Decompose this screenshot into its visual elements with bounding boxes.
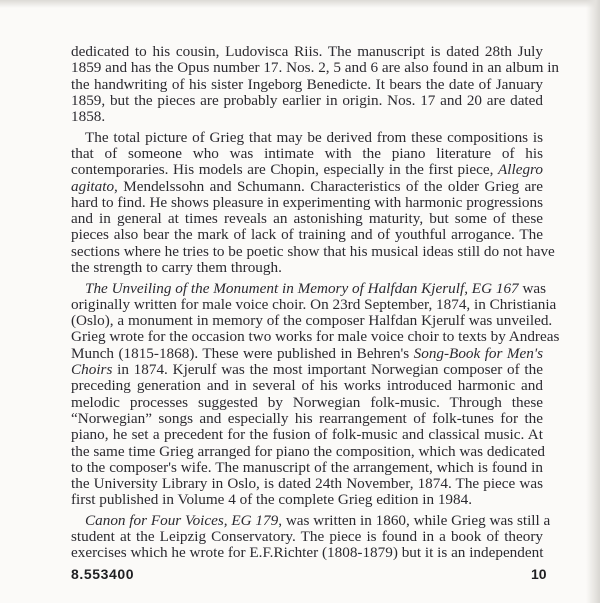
text-line: that of someone who was intimate with the piano literature of his bbox=[71, 144, 543, 162]
text-line: the strength to carry them through. bbox=[71, 259, 282, 277]
text-line: student at the Leipzig Conservatory. The piece is found in a book of theory bbox=[71, 528, 543, 546]
text-line: originally written for male voice choir. On 23rd September, 1874, in Christiania bbox=[71, 295, 557, 313]
text-line: to the composer's wife. The manuscript of the arrangement, which is found in bbox=[71, 458, 543, 476]
text-line: The Unveiling of the Monument in Memory of Halfdan Kjerulf, EG 167 was bbox=[85, 279, 547, 297]
text-line: Canon for Four Voices, EG 179, was written in 1860, while Grieg was still a bbox=[85, 511, 551, 529]
text-line: Munch (1815-1868). These were published in Behren's Song-Book for Men's bbox=[71, 344, 543, 362]
catalog-number: 8.553400 bbox=[71, 566, 135, 582]
page-top-shadow bbox=[0, 0, 600, 8]
body-text bbox=[71, 43, 560, 566]
text-line: “Norwegian” songs and especially his rearrangement of folk-tunes for the bbox=[71, 409, 543, 427]
text-line: Choirs in 1874. Kjerulf was the most important Norwegian composer of the bbox=[71, 361, 543, 379]
text-line: Grieg wrote for the occasion two works for male voice choir to texts by Andreas bbox=[71, 328, 560, 346]
text-line: hard to find. He shows pleasure in experimenting with harmonic progressions bbox=[71, 193, 543, 211]
text-line: agitato, Mendelssohn and Schumann. Characteristics of the older Grieg are bbox=[71, 177, 543, 195]
paragraph bbox=[71, 43, 560, 126]
text-line: first published in Volume 4 of the complete Grieg edition in 1984. bbox=[71, 491, 473, 509]
text-line: contemporaries. His models are Chopin, especially in the first piece, Allegro bbox=[71, 161, 543, 179]
page-right-edge-shadow bbox=[586, 0, 600, 603]
text-line: 1859, but the pieces are probably earlier in origin. Nos. 17 and 20 are dated bbox=[71, 91, 543, 109]
page-number: 10 bbox=[531, 566, 547, 582]
text-line: pieces also bear the mark of lack of training and of youthful arrogance. The bbox=[71, 226, 543, 244]
text-line: piano, he set a precedent for the fusion of folk-music and classical music. At bbox=[71, 426, 543, 444]
text-line: sections where he tries to be poetic show that his musical ideas still do not have bbox=[71, 242, 555, 260]
text-line: the handwriting of his sister Ingeborg Benedicte. It bears the date of January bbox=[71, 75, 543, 93]
text-line: preceding generation and in several of his works introduced harmonic and bbox=[71, 377, 543, 395]
text-line: (Oslo), a monument in memory of the composer Halfdan Kjerulf was unveiled. bbox=[71, 312, 553, 330]
text-line: 1858. bbox=[71, 108, 106, 126]
paragraph bbox=[71, 511, 551, 562]
text-line: the University Library in Oslo, is dated 24th November, 1874. The piece was bbox=[71, 475, 543, 493]
text-line: melodic processes suggested by Norwegian folk-music. Through these bbox=[71, 393, 543, 411]
text-line: dedicated to his cousin, Ludovisca Riis. The manuscript is dated 28th July bbox=[71, 43, 543, 60]
text-line: The total picture of Grieg that may be derived from these compositions is bbox=[85, 128, 543, 146]
text-line: the same time Grieg arranged for piano the composition, which was dedicated bbox=[71, 442, 546, 460]
paragraph bbox=[71, 279, 560, 509]
text-line: and in general at times reveals an astonishing maturity, but some of these bbox=[71, 210, 543, 228]
paragraph bbox=[71, 128, 555, 277]
text-line: exercises which he wrote for E.F.Richter (1808-1879) but it is an independent bbox=[71, 544, 544, 562]
text-line: 1859 and has the Opus number 17. Nos. 2, 5 and 6 are also found in an album in bbox=[71, 59, 560, 77]
